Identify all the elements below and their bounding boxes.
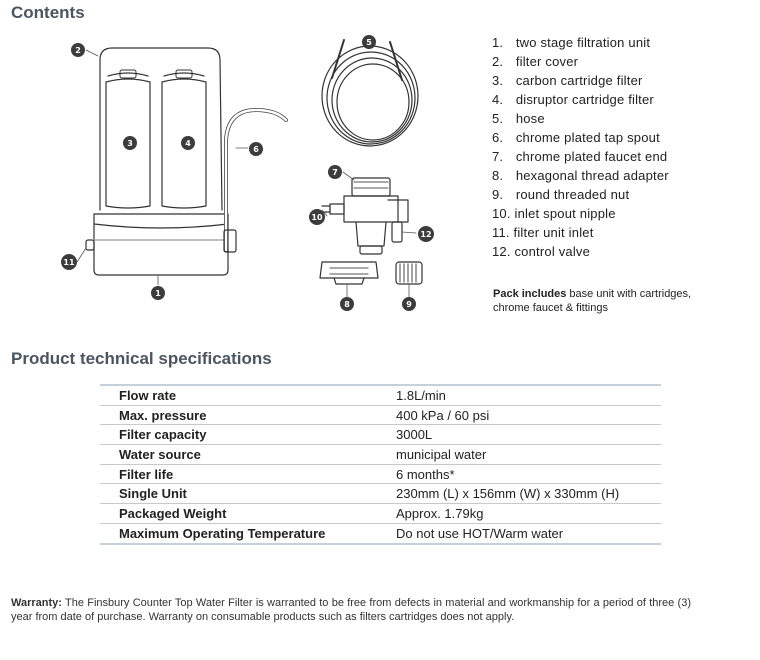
svg-text:3: 3	[127, 139, 133, 148]
faucet-valve-drawing	[322, 178, 408, 254]
pack-includes-label: Pack includes	[493, 288, 567, 300]
callout-8	[340, 297, 354, 311]
list-item: 3. carbon cartridge filter	[492, 73, 643, 88]
table-row	[100, 464, 661, 484]
hex-adapter-drawing	[320, 262, 378, 284]
list-item: 11. filter unit inlet	[492, 225, 594, 240]
spec-label: Filter capacity	[100, 425, 377, 445]
round-nut-drawing	[396, 262, 422, 284]
svg-text:11: 11	[63, 258, 75, 267]
callout-10	[309, 209, 325, 225]
callout-2	[71, 43, 85, 57]
filter-cover-outline	[100, 48, 222, 210]
warranty-label: Warranty:	[11, 597, 62, 609]
list-item: 9. round threaded nut	[492, 187, 630, 202]
spec-label: Water source	[100, 445, 377, 465]
hose-coil	[322, 40, 418, 146]
svg-text:1: 1	[155, 289, 161, 298]
callout-1	[151, 286, 165, 300]
table-row	[100, 523, 661, 543]
pack-includes-text: base unit with cartridges, chrome faucet & fittings	[493, 288, 692, 314]
spec-label: Filter life	[100, 464, 377, 484]
spec-label: Single Unit	[100, 484, 377, 504]
list-item: 2. filter cover	[492, 54, 579, 69]
callout-5	[362, 35, 376, 49]
list-item: 8. hexagonal thread adapter	[492, 168, 669, 183]
callout-12	[418, 226, 434, 242]
spec-label: Flow rate	[100, 385, 377, 405]
svg-text:12: 12	[420, 230, 432, 239]
base-unit-outline	[94, 214, 228, 275]
warranty-body: The Finsbury Counter Top Water Filter is warranted to be free from defects in material and workmanship for a period of three (3) year from date of purchase. Warranty on consumable products such as filters cartridges does not apply.	[11, 597, 691, 623]
spec-value: municipal water	[377, 445, 661, 465]
table-row	[100, 425, 661, 445]
list-item: 6. chrome plated tap spout	[492, 130, 660, 145]
tap-spout-outline	[226, 110, 286, 250]
svg-text:8: 8	[344, 300, 350, 309]
parts-list	[492, 33, 669, 261]
svg-text:2: 2	[75, 46, 81, 55]
spec-label: Packaged Weight	[100, 504, 377, 524]
spec-value: 6 months*	[377, 464, 661, 484]
callout-11	[61, 254, 77, 270]
list-item: 5. hose	[492, 111, 545, 126]
spec-table	[100, 384, 661, 545]
spec-value: Do not use HOT/Warm water	[377, 523, 661, 543]
table-row	[100, 445, 661, 465]
callout-3	[123, 136, 137, 150]
list-item: 4. disruptor cartridge filter	[492, 92, 654, 107]
callout-7	[328, 165, 342, 179]
svg-text:4: 4	[185, 139, 191, 148]
spec-value: Approx. 1.79kg	[377, 504, 661, 524]
spec-value: 3000L	[377, 425, 661, 445]
contents-heading: Contents	[11, 3, 85, 22]
table-row	[100, 385, 661, 405]
svg-text:7: 7	[332, 168, 338, 177]
callout-6	[249, 142, 263, 156]
spec-label: Maximum Operating Temperature	[100, 523, 377, 543]
spec-value: 1.8L/min	[377, 385, 661, 405]
table-row	[100, 405, 661, 425]
svg-text:10: 10	[311, 213, 323, 222]
spec-value: 230mm (L) x 156mm (W) x 330mm (H)	[377, 484, 661, 504]
svg-text:6: 6	[253, 145, 259, 154]
table-row	[100, 484, 661, 504]
list-item: 7. chrome plated faucet end	[492, 149, 668, 164]
specs-heading: Product technical specifications	[11, 349, 272, 368]
spec-label: Max. pressure	[100, 405, 377, 425]
list-item: 10. inlet spout nipple	[492, 206, 616, 221]
table-row	[100, 504, 661, 524]
svg-text:9: 9	[406, 300, 412, 309]
list-item: 1. two stage filtration unit	[492, 35, 651, 50]
spec-value: 400 kPa / 60 psi	[377, 405, 661, 425]
list-item: 12. control valve	[492, 244, 591, 259]
svg-text:5: 5	[366, 38, 372, 47]
warranty-text	[11, 596, 691, 624]
pack-includes-note	[493, 287, 713, 315]
product-diagram	[50, 28, 450, 318]
callout-4	[181, 136, 195, 150]
callout-9	[402, 297, 416, 311]
